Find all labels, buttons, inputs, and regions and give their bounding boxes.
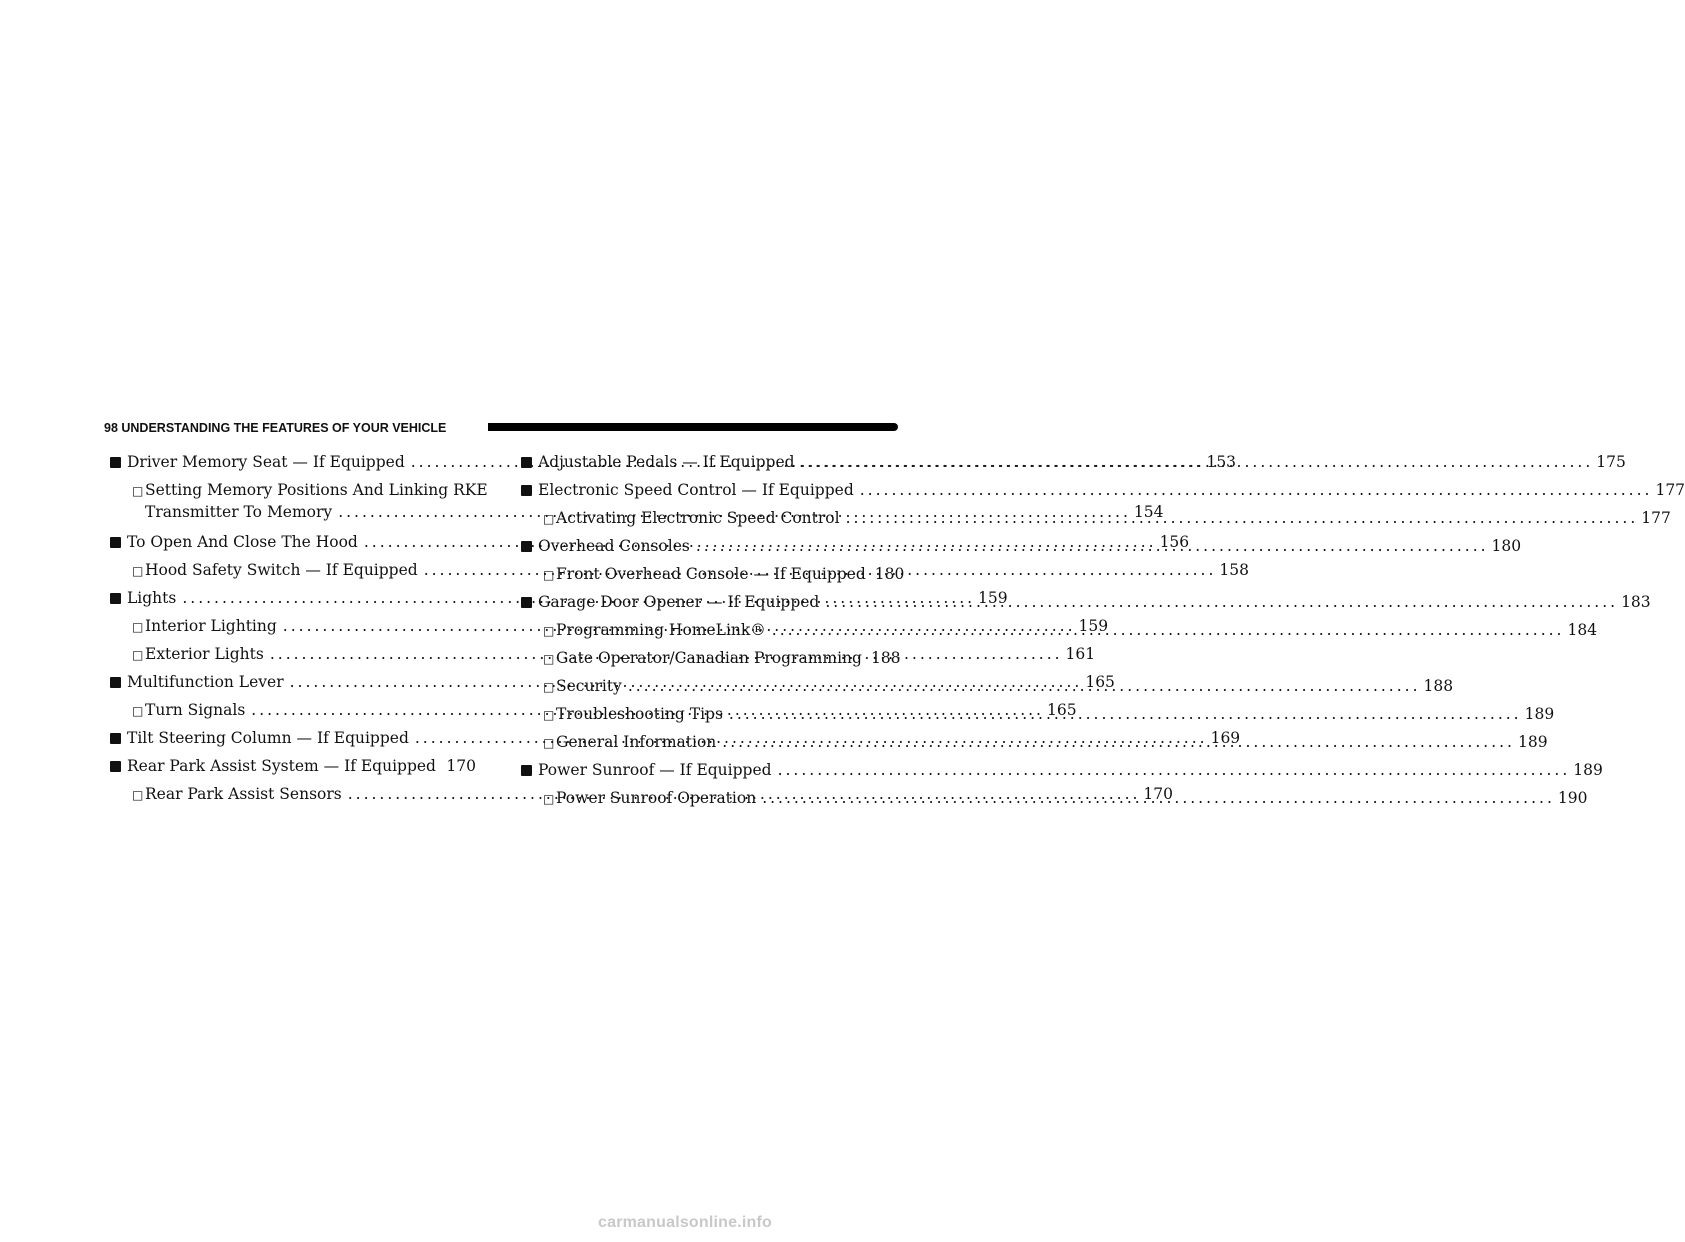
toc-page-number: 159 <box>1078 617 1109 635</box>
toc-page-number: 153 <box>1206 453 1237 471</box>
toc-entry-label-line1: Setting Memory Positions And Linking RKE <box>145 481 488 499</box>
toc-subentry[interactable] <box>521 563 905 591</box>
filled-square-bullet-icon <box>110 727 127 749</box>
filled-square-bullet-icon <box>110 531 127 553</box>
toc-page-number: 190 <box>1557 789 1588 807</box>
filled-square-bullet-icon <box>110 451 127 473</box>
toc-entry-label: Transmitter To Memory <box>145 503 333 521</box>
toc-subentry[interactable] <box>521 647 901 675</box>
filled-square-bullet-icon <box>110 587 127 609</box>
toc-entry-label: Rear Park Assist Sensors <box>145 785 342 803</box>
toc-entry-label: Front Overhead Console — If Equipped <box>556 565 866 583</box>
toc-page-number: 170 <box>1143 785 1174 803</box>
filled-square-bullet-icon <box>521 591 538 613</box>
hollow-square-bullet-icon: □ <box>543 708 555 722</box>
dot-leader <box>762 787 1555 809</box>
toc-page-number: 175 <box>1596 453 1626 471</box>
dot-leader <box>825 591 1618 613</box>
hollow-square-bullet-icon: □ <box>543 512 555 526</box>
toc-page-number: 177 <box>1655 481 1685 499</box>
toc-page-number: 184 <box>1567 621 1598 639</box>
filled-square-bullet-icon <box>110 671 127 693</box>
toc-entry-label: Exterior Lights <box>145 645 264 663</box>
hollow-square-bullet-icon: □ <box>132 484 144 498</box>
toc-page-number: 180 <box>874 565 905 583</box>
dot-leader <box>778 759 1571 781</box>
hollow-square-bullet-icon: □ <box>543 736 555 750</box>
dot-leader <box>772 619 1565 641</box>
toc-entry-label: Power Sunroof Operation <box>556 789 757 807</box>
hollow-square-bullet-icon: □ <box>543 680 555 694</box>
hollow-square-bullet-icon: □ <box>543 652 555 666</box>
filled-square-bullet-icon <box>110 755 127 777</box>
dot-leader <box>846 507 1639 529</box>
hollow-square-bullet-icon: □ <box>132 620 144 634</box>
page-header-title: 98 UNDERSTANDING THE FEATURES OF YOUR VEHICLE <box>104 421 447 435</box>
toc-entry-label: Adjustable Pedals — If Equipped <box>538 453 795 471</box>
toc-entry-label: Programming HomeLink® <box>556 621 766 639</box>
toc-page-number: 158 <box>1219 561 1249 579</box>
toc-entry[interactable] <box>521 479 1685 507</box>
toc-page-number: 159 <box>978 589 1008 607</box>
toc-entry-label: Garage Door Opener — If Equipped <box>538 593 820 611</box>
toc-entry-label: To Open And Close The Hood <box>127 533 358 551</box>
watermark-logo: carmanualsonline.info <box>598 1214 773 1231</box>
toc-entry-label: Multifunction Lever <box>127 673 284 691</box>
hollow-square-bullet-icon: □ <box>132 564 144 578</box>
toc-page-number: 165 <box>1046 701 1077 719</box>
toc-page-number: 183 <box>1621 593 1651 611</box>
header-rule <box>488 423 898 431</box>
toc-entry-label: Turn Signals <box>145 701 246 719</box>
toc-page-number: 177 <box>1641 509 1671 527</box>
toc-page-number: 161 <box>1065 645 1096 663</box>
toc-page-number: 189 <box>1573 761 1603 779</box>
filled-square-bullet-icon <box>521 535 538 557</box>
toc-entry[interactable] <box>521 759 1603 787</box>
toc-entry-label: Tilt Steering Column — If Equipped <box>127 729 409 747</box>
toc-entry-label: Activating Electronic Speed Control <box>556 509 840 527</box>
hollow-square-bullet-icon: □ <box>132 788 144 802</box>
page-header <box>104 420 898 436</box>
toc-page-number: 165 <box>1085 673 1115 691</box>
toc-entry-label: General Information <box>556 733 717 751</box>
toc-page-number: 170 <box>446 757 476 775</box>
toc-page-number: 180 <box>1491 537 1522 555</box>
hollow-square-bullet-icon: □ <box>543 624 555 638</box>
dot-leader <box>442 755 443 777</box>
toc-entry[interactable] <box>110 755 476 783</box>
toc-entry-label: Rear Park Assist System — If Equipped <box>127 757 436 775</box>
toc-page-number: 188 <box>870 649 901 667</box>
toc-page-number: 169 <box>1210 729 1241 747</box>
filled-square-bullet-icon <box>521 479 538 501</box>
hollow-square-bullet-icon: □ <box>543 792 555 806</box>
toc-page-number: 156 <box>1159 533 1190 551</box>
toc-page-number: 154 <box>1133 503 1164 521</box>
toc-entry-label: Troubleshooting Tips <box>556 705 723 723</box>
toc-entry-label: Power Sunroof — If Equipped <box>538 761 772 779</box>
filled-square-bullet-icon <box>521 759 538 781</box>
toc-entry-label: Electronic Speed Control — If Equipped <box>538 481 854 499</box>
hollow-square-bullet-icon: □ <box>543 568 555 582</box>
toc-entry-label: Overhead Consoles <box>538 537 690 555</box>
toc-entry-label: Driver Memory Seat — If Equipped <box>127 453 405 471</box>
toc-entry-label: Lights <box>127 589 177 607</box>
toc-page-number: 189 <box>1524 705 1555 723</box>
filled-square-bullet-icon <box>521 451 538 473</box>
toc-entry-label: Security <box>556 677 622 695</box>
dot-leader <box>696 535 1489 557</box>
toc-entry-label: Hood Safety Switch — If Equipped <box>145 561 418 579</box>
hollow-square-bullet-icon: □ <box>132 648 144 662</box>
dot-leader <box>801 451 1594 473</box>
hollow-square-bullet-icon: □ <box>132 704 144 718</box>
dot-leader <box>628 675 1421 697</box>
toc-entry-label: Gate Operator/Canadian Programming <box>556 649 862 667</box>
dot-leader <box>729 703 1522 725</box>
dot-leader <box>860 479 1653 501</box>
toc-page-number: 189 <box>1517 733 1548 751</box>
toc-page-number: 188 <box>1423 677 1454 695</box>
dot-leader <box>722 731 1515 753</box>
toc-entry-label: Interior Lighting <box>145 617 277 635</box>
